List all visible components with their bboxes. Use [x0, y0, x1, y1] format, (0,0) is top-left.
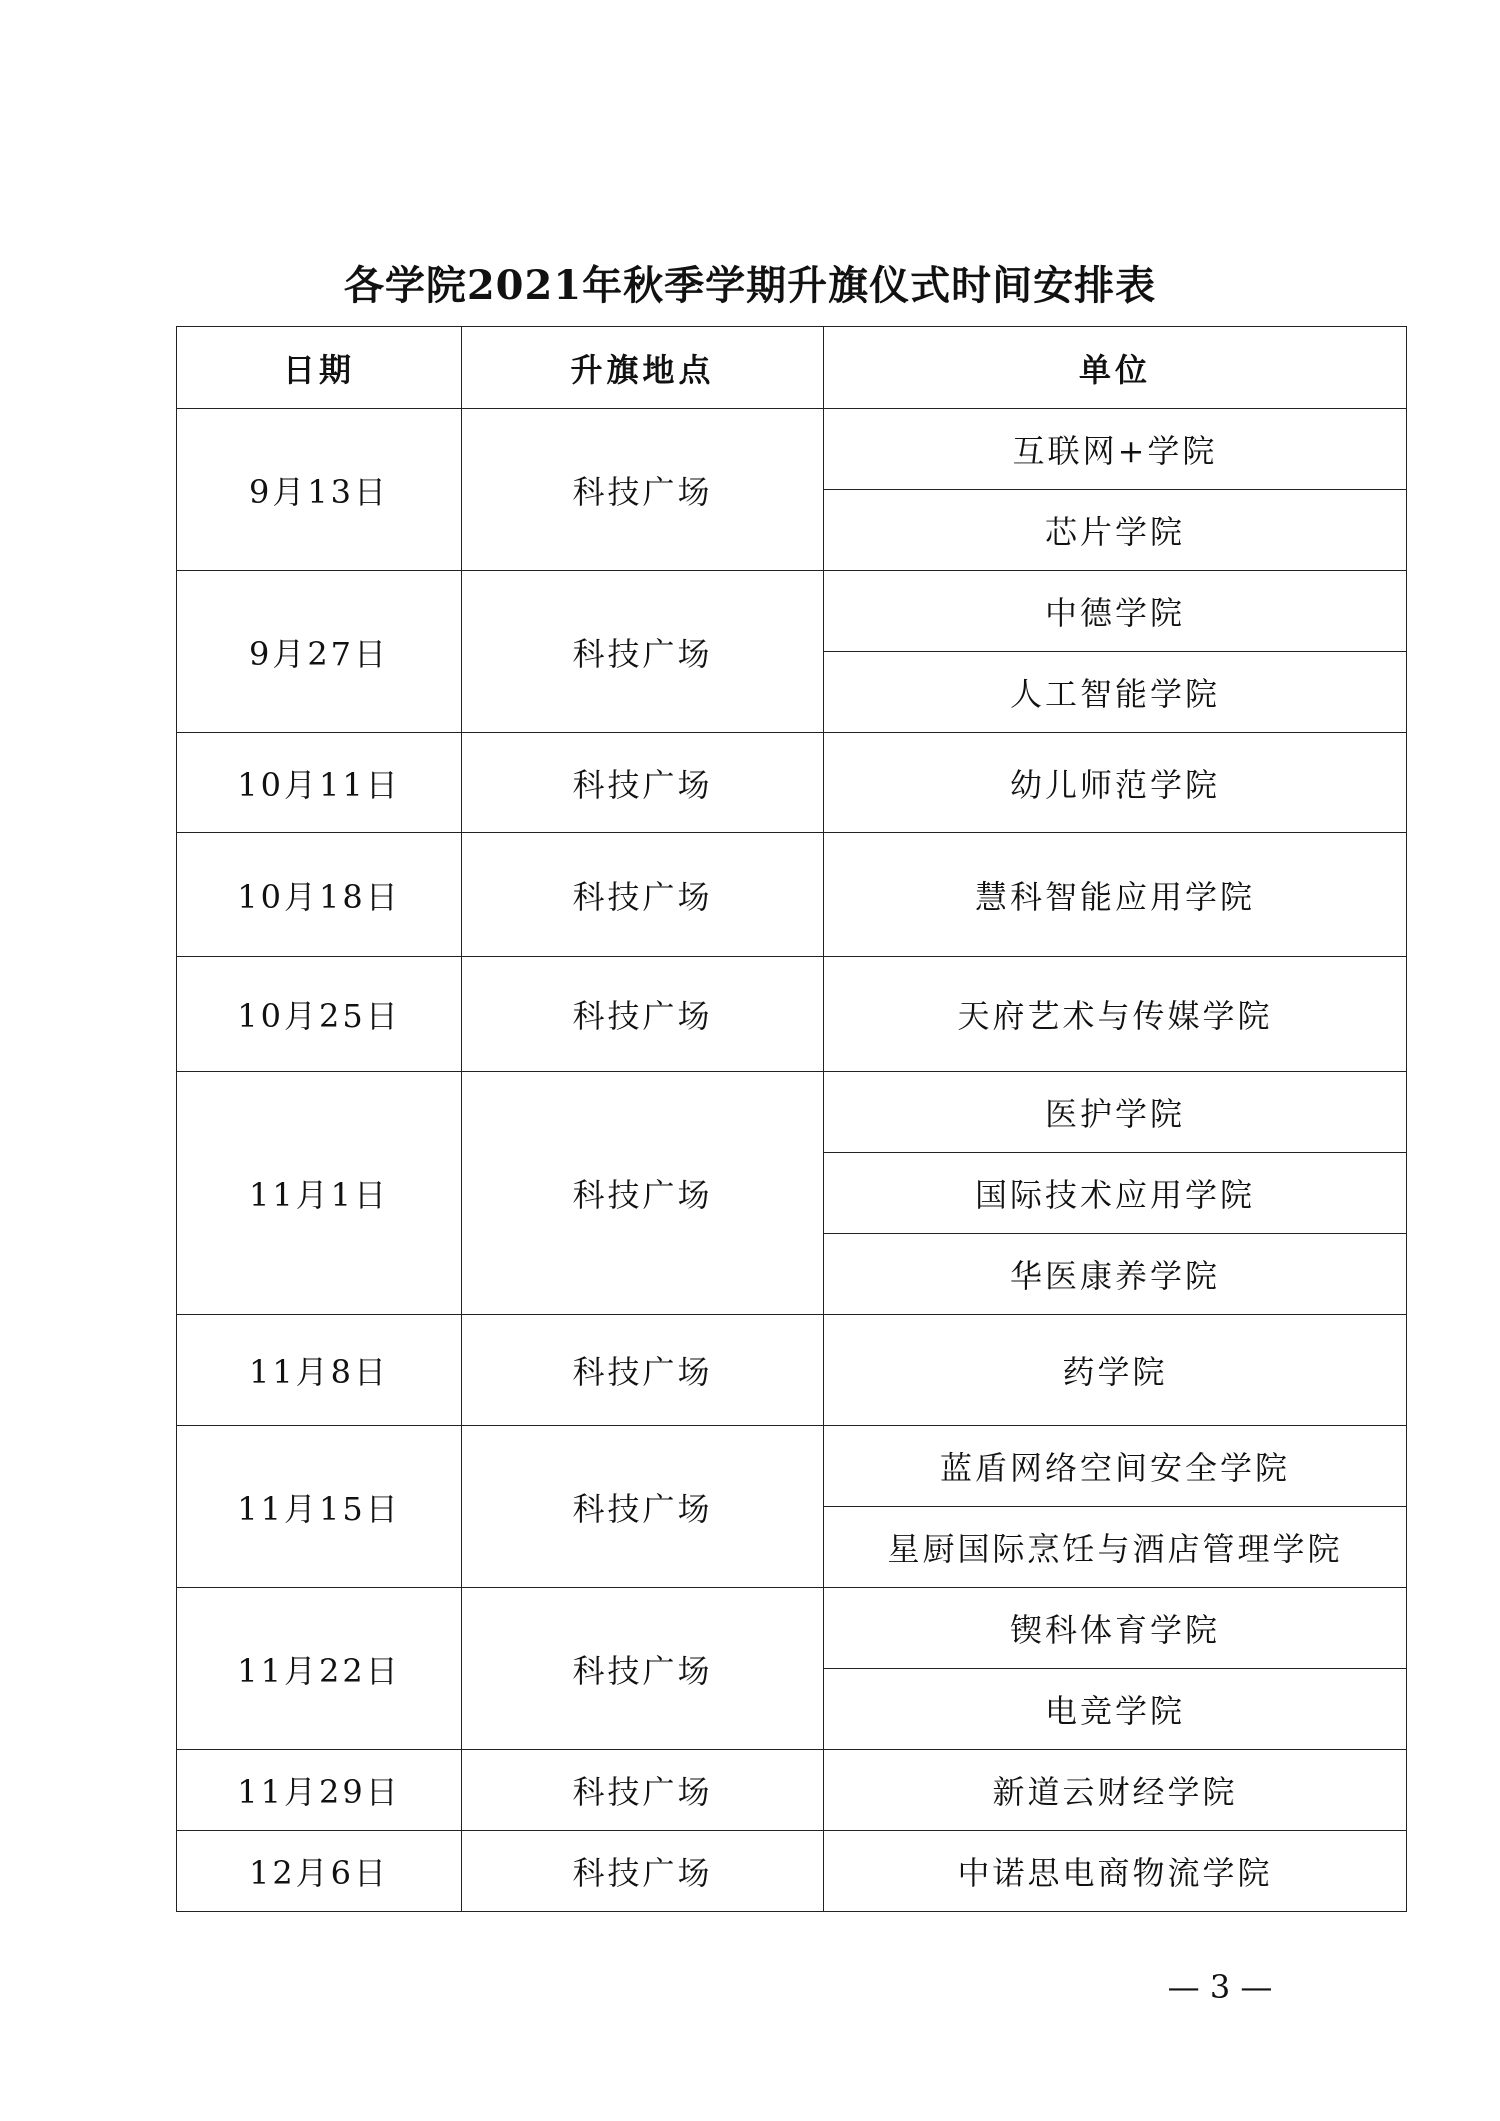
cell-unit: 天府艺术与传媒学院: [824, 957, 1407, 1072]
cell-unit: 慧科智能应用学院: [824, 833, 1407, 957]
cell-unit: 互联网+学院: [824, 409, 1407, 490]
cell-place: 科技广场: [462, 571, 824, 733]
table-row: [177, 733, 1407, 833]
table-row: [177, 1072, 1407, 1153]
cell-unit: 电竞学院: [824, 1669, 1407, 1750]
cell-unit: 中德学院: [824, 571, 1407, 652]
cell-unit: 医护学院: [824, 1072, 1407, 1153]
table-header-row: [177, 327, 1407, 409]
header-unit: 单位: [824, 327, 1407, 409]
cell-date: 9月27日: [177, 571, 462, 733]
cell-date: 11月22日: [177, 1588, 462, 1750]
table-row: [177, 1831, 1407, 1912]
cell-unit: 人工智能学院: [824, 652, 1407, 733]
table-row: [177, 957, 1407, 1072]
table-row: [177, 833, 1407, 957]
table-row: [177, 1315, 1407, 1426]
cell-unit: 药学院: [824, 1315, 1407, 1426]
cell-place: 科技广场: [462, 1588, 824, 1750]
cell-place: 科技广场: [462, 957, 824, 1072]
header-date: 日期: [177, 327, 462, 409]
cell-place: 科技广场: [462, 833, 824, 957]
table-row: [177, 1750, 1407, 1831]
cell-place: 科技广场: [462, 1831, 824, 1912]
cell-unit: 星厨国际烹饪与酒店管理学院: [824, 1507, 1407, 1588]
table-row: [177, 1588, 1407, 1669]
cell-date: 11月1日: [177, 1072, 462, 1315]
cell-unit: 中诺思电商物流学院: [824, 1831, 1407, 1912]
cell-unit: 锲科体育学院: [824, 1588, 1407, 1669]
cell-date: 11月15日: [177, 1426, 462, 1588]
cell-date: 9月13日: [177, 409, 462, 571]
table-row: [177, 1426, 1407, 1507]
cell-date: 10月11日: [177, 733, 462, 833]
cell-date: 12月6日: [177, 1831, 462, 1912]
cell-place: 科技广场: [462, 1750, 824, 1831]
cell-place: 科技广场: [462, 733, 824, 833]
page-title: 各学院2021年秋季学期升旗仪式时间安排表: [343, 262, 1157, 309]
page-number: — 3 —: [1167, 1968, 1273, 2006]
cell-date: 10月25日: [177, 957, 462, 1072]
cell-date: 11月29日: [177, 1750, 462, 1831]
cell-unit: 新道云财经学院: [824, 1750, 1407, 1831]
table-body: [177, 409, 1407, 1912]
cell-unit: 蓝盾网络空间安全学院: [824, 1426, 1407, 1507]
header-place: 升旗地点: [462, 327, 824, 409]
schedule-table: [176, 326, 1407, 1912]
cell-unit: 国际技术应用学院: [824, 1153, 1407, 1234]
table-row: [177, 571, 1407, 652]
cell-date: 11月8日: [177, 1315, 462, 1426]
cell-unit: 幼儿师范学院: [824, 733, 1407, 833]
cell-place: 科技广场: [462, 1426, 824, 1588]
cell-unit: 华医康养学院: [824, 1234, 1407, 1315]
cell-date: 10月18日: [177, 833, 462, 957]
cell-unit: 芯片学院: [824, 490, 1407, 571]
table-row: [177, 409, 1407, 490]
cell-place: 科技广场: [462, 1072, 824, 1315]
cell-place: 科技广场: [462, 1315, 824, 1426]
cell-place: 科技广场: [462, 409, 824, 571]
